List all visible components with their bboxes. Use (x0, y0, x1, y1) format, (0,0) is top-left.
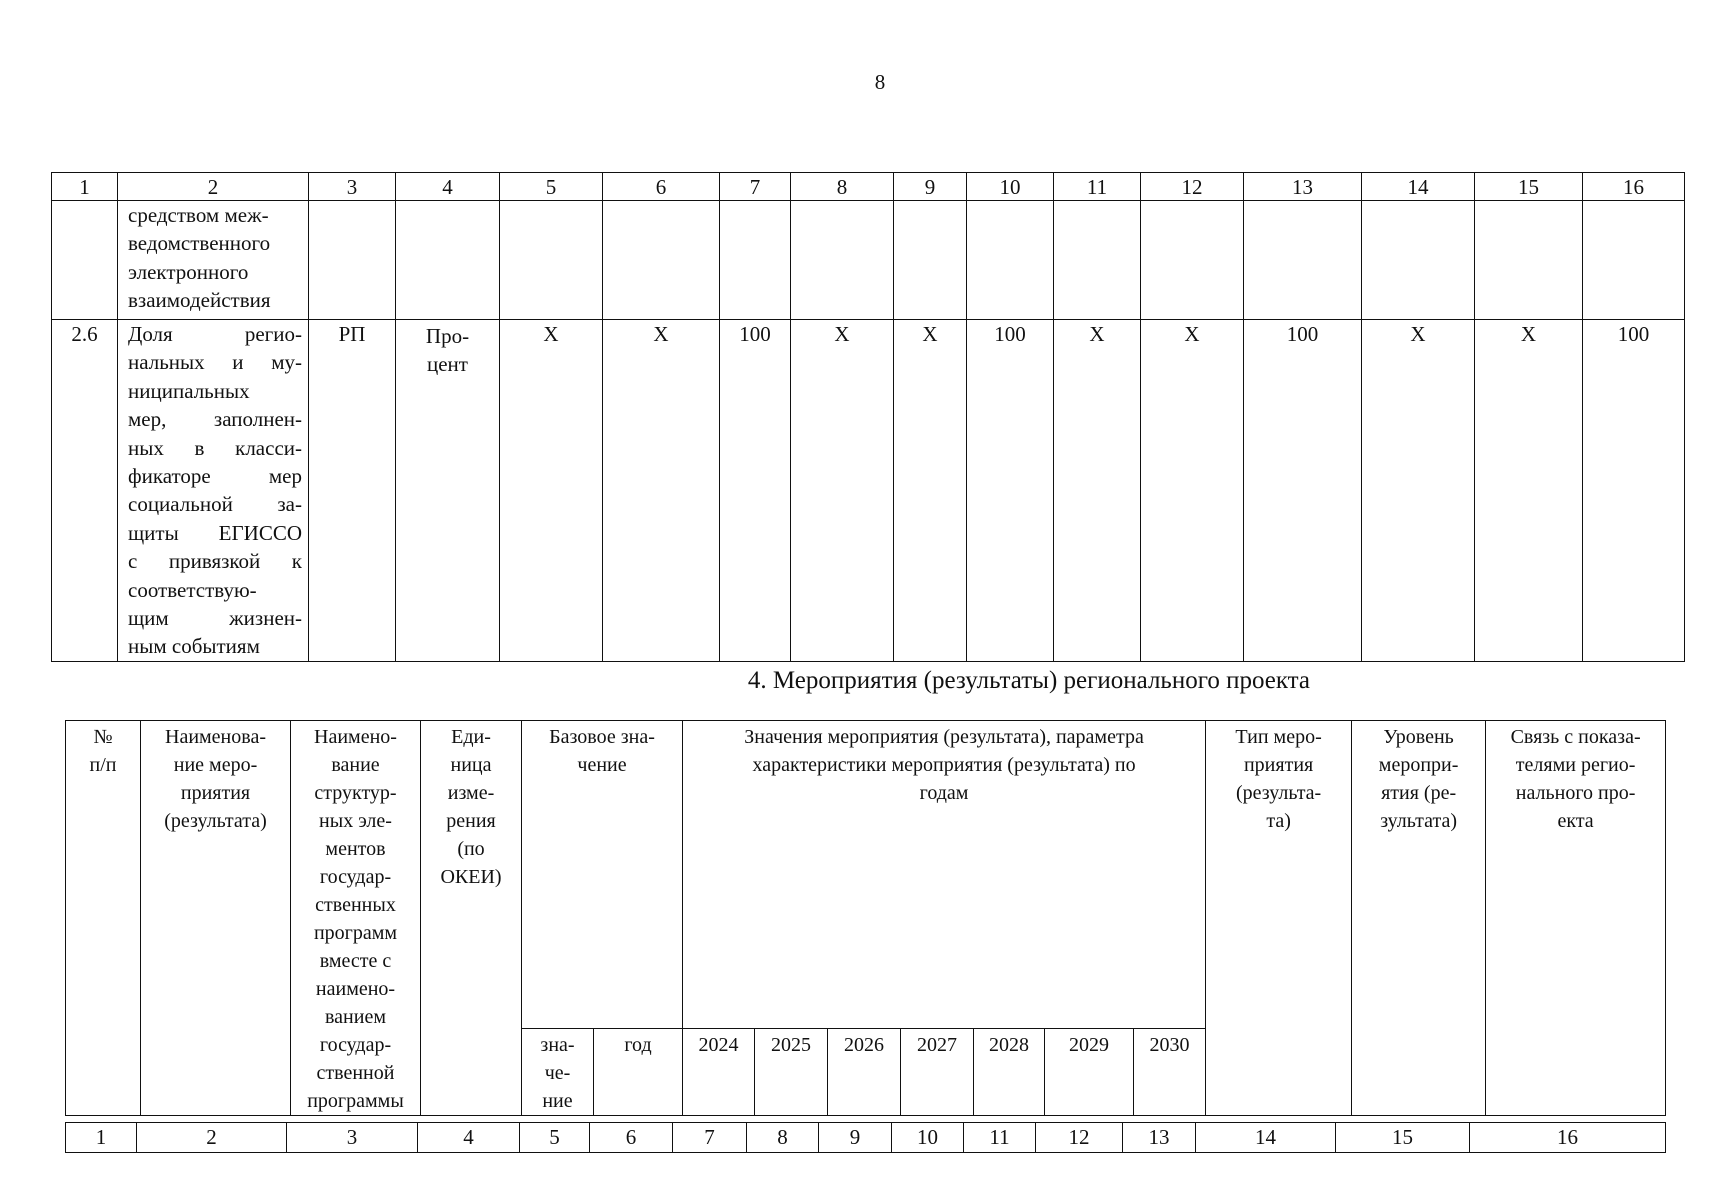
table-row (52, 320, 1685, 662)
name-line: мер, заполнен- (128, 407, 302, 432)
row-number: 2.6 (52, 320, 118, 662)
value-cell (1475, 201, 1583, 320)
header-line: ственных (315, 894, 396, 916)
indicator-name (118, 320, 309, 662)
header-line: структур- (314, 782, 397, 804)
header-line: вместе с (319, 950, 392, 972)
column-number: 1 (66, 1123, 137, 1153)
value-cell: X (1054, 320, 1141, 662)
page-number: 8 (874, 70, 886, 94)
name-line: Доля регио- (128, 322, 302, 346)
header-line: программ (313, 922, 398, 944)
column-number: 10 (892, 1123, 964, 1153)
column-number: 6 (590, 1123, 673, 1153)
indicator-unit (396, 320, 500, 662)
column-number: 1 (52, 173, 118, 201)
header-line: Тип меро- (1235, 726, 1322, 748)
header-line: (результа- (1235, 782, 1322, 804)
value-cell (500, 201, 603, 320)
value-cell (720, 201, 791, 320)
column-number: 9 (894, 173, 967, 201)
header-line: (результата) (164, 810, 267, 832)
column-number: 14 (1362, 173, 1475, 201)
header-year: 2025 (755, 1029, 828, 1116)
name-line: ниципальных (128, 378, 250, 403)
name-line: с привязкой к (128, 549, 302, 574)
indicators-table (51, 172, 1685, 662)
column-number: 15 (1336, 1123, 1470, 1153)
column-number: 4 (418, 1123, 520, 1153)
column-number: 5 (520, 1123, 590, 1153)
column-number: 11 (1054, 173, 1141, 201)
header-line: рения (446, 810, 496, 832)
header-line: Связь с показа- (1510, 726, 1641, 748)
indicator-unit (396, 201, 500, 320)
header-structural-elements (291, 721, 421, 1116)
header-line: приятия (180, 782, 251, 804)
table-row (52, 201, 1685, 320)
header-line: вание (331, 754, 380, 776)
value-cell (1054, 201, 1141, 320)
value-cell (603, 201, 720, 320)
header-link-indicators (1486, 721, 1666, 1116)
indicator-name (118, 201, 309, 320)
header-line: изме- (447, 782, 495, 804)
header-line: ментов (325, 838, 386, 860)
name-line: щиты ЕГИССО (128, 520, 302, 545)
value-cell: X (791, 320, 894, 662)
value-cell: 100 (1244, 320, 1362, 662)
header-line: п/п (89, 754, 117, 776)
value-cell (894, 201, 967, 320)
header-year: 2027 (901, 1029, 974, 1116)
header-line: ных эле- (319, 810, 392, 832)
header-line: ние меро- (173, 754, 258, 776)
column-number: 12 (1036, 1123, 1123, 1153)
column-number: 4 (396, 173, 500, 201)
header-line: ятия (ре- (1381, 782, 1457, 804)
column-number: 10 (967, 173, 1054, 201)
header-line: ванием (325, 1006, 386, 1028)
column-number: 16 (1470, 1123, 1666, 1153)
column-number: 8 (791, 173, 894, 201)
row-number (52, 201, 118, 320)
name-line: ведомственного (128, 231, 271, 256)
value-cell: X (1362, 320, 1475, 662)
header-activity-level (1352, 721, 1486, 1116)
column-number: 15 (1475, 173, 1583, 201)
header-line: зна- (540, 1034, 575, 1056)
header-line: екта (1557, 810, 1594, 832)
header-line: Базовое зна- (549, 726, 655, 748)
header-line: Уровень (1383, 726, 1454, 748)
column-number: 2 (118, 173, 309, 201)
activities-header-table (65, 720, 1666, 1116)
name-line: средством меж- (128, 203, 269, 227)
header-base-value-value (522, 1029, 594, 1116)
name-line: соответствую- (128, 577, 257, 602)
header-line: нального про- (1515, 782, 1636, 804)
value-cell (1362, 201, 1475, 320)
header-line: че- (544, 1062, 571, 1084)
value-cell (1141, 201, 1244, 320)
header-line: ние (542, 1090, 573, 1112)
header-base-value (522, 721, 683, 1029)
name-line: ным событиям (128, 634, 260, 659)
column-number: 9 (819, 1123, 892, 1153)
name-line: социальной за- (128, 492, 302, 517)
column-number-row (52, 173, 1685, 201)
value-cell (1583, 201, 1685, 320)
value-cell: X (894, 320, 967, 662)
name-line: взаимодействия (128, 288, 271, 313)
header-line: годам (919, 782, 969, 804)
header-unit (421, 721, 522, 1116)
header-line: ОКЕИ) (440, 866, 502, 888)
header-year: 2030 (1134, 1029, 1206, 1116)
column-number: 2 (137, 1123, 287, 1153)
header-line: ница (450, 754, 492, 776)
value-cell: X (500, 320, 603, 662)
header-yearly-values (683, 721, 1206, 1029)
header-year: 2026 (828, 1029, 901, 1116)
column-number: 7 (673, 1123, 747, 1153)
name-line: фикаторе мер (128, 464, 302, 489)
header-line: государ- (319, 866, 392, 888)
header-line: Значения мероприятия (результата), параметра (744, 726, 1144, 748)
header-line: программы (307, 1090, 404, 1112)
column-number-row (66, 1123, 1666, 1153)
header-line: Наименова- (165, 726, 266, 748)
header-line: ственной (316, 1062, 395, 1084)
column-number: 13 (1244, 173, 1362, 201)
column-number: 6 (603, 173, 720, 201)
header-year: 2024 (683, 1029, 755, 1116)
header-line: Наимено- (314, 726, 397, 748)
column-number: 11 (964, 1123, 1036, 1153)
unit-line: Про- (425, 324, 470, 348)
header-activity-type (1206, 721, 1352, 1116)
value-cell: 100 (720, 320, 791, 662)
header-line: та) (1266, 810, 1291, 832)
indicator-level (309, 201, 396, 320)
header-line: (по (457, 838, 485, 860)
name-line: щим жизнен- (128, 606, 302, 631)
header-year: 2029 (1045, 1029, 1134, 1116)
header-line: № (93, 726, 113, 748)
value-cell: 100 (967, 320, 1054, 662)
section-title: 4. Мероприятия (результаты) регионального проекта (747, 667, 1310, 694)
column-number: 8 (747, 1123, 819, 1153)
column-number: 3 (309, 173, 396, 201)
unit-line: цент (427, 352, 468, 376)
value-cell (791, 201, 894, 320)
name-line: электронного (128, 259, 249, 284)
value-cell (967, 201, 1054, 320)
value-cell: X (1141, 320, 1244, 662)
name-line: нальных и му- (128, 350, 302, 375)
header-line: государ- (319, 1034, 392, 1056)
value-cell (1244, 201, 1362, 320)
column-number: 12 (1141, 173, 1244, 201)
header-activity-name (141, 721, 291, 1116)
column-number: 7 (720, 173, 791, 201)
value-cell: X (1475, 320, 1583, 662)
header-line: телями регио- (1515, 754, 1636, 776)
header-number (66, 721, 141, 1116)
header-year: 2028 (974, 1029, 1045, 1116)
column-number: 3 (287, 1123, 418, 1153)
column-number: 5 (500, 173, 603, 201)
header-line: чение (577, 754, 627, 776)
header-line: зультата) (1380, 810, 1457, 832)
header-line: наимено- (315, 978, 396, 1000)
column-number: 16 (1583, 173, 1685, 201)
header-line: Еди- (451, 726, 491, 748)
activities-column-numbers (65, 1122, 1666, 1153)
header-line: характеристики мероприятия (результата) по (752, 754, 1136, 776)
indicator-level: РП (309, 320, 396, 662)
header-line: приятия (1243, 754, 1314, 776)
value-cell: X (603, 320, 720, 662)
column-number: 13 (1123, 1123, 1196, 1153)
header-base-year: год (594, 1029, 683, 1116)
value-cell: 100 (1583, 320, 1685, 662)
header-line: меропри- (1378, 754, 1459, 776)
column-number: 14 (1196, 1123, 1336, 1153)
name-line: ных в класси- (128, 435, 302, 460)
